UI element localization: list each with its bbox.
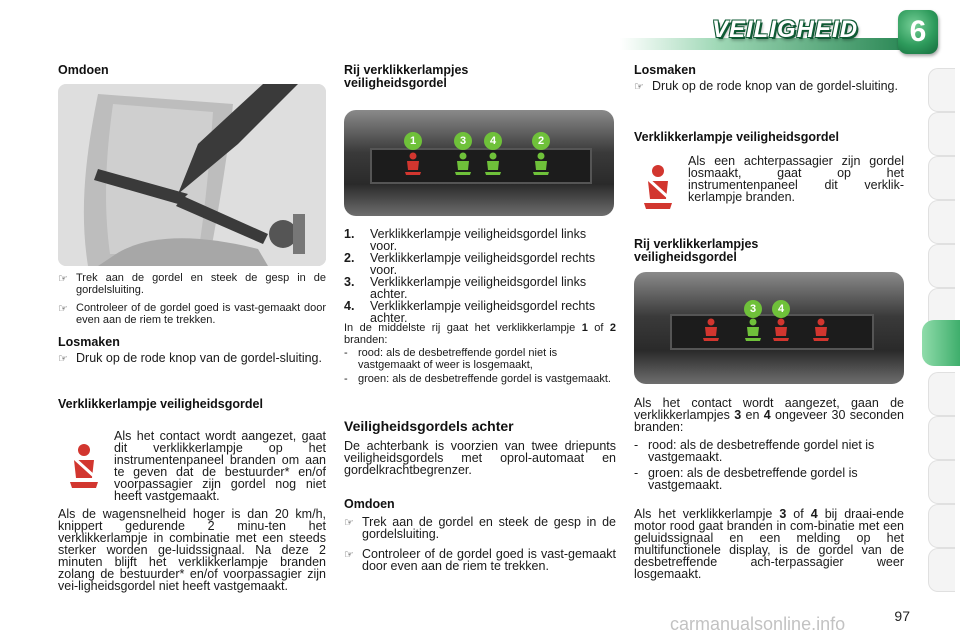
seatbelt-lamp-green-icon [740,318,766,342]
seatbelt-lamp-red-icon [698,318,724,342]
list-item: ☞ Controleer of de gordel goed is vast-gemaakt door even aan de riem te trekken. [344,547,616,573]
lamp-text: Als het contact wordt aangezet, gaat dit verklikkerlampje op het instrumentenpaneel branden om aan te geven dat de bestuurder* en/of voorpassagier zijn gordel nog niet heeft vastgemaakt. [114,429,326,503]
list-item: - rood: als de desbetreffende gordel niet is vastgemaakt. [634,438,875,464]
lamp-label: 3 [454,132,472,150]
side-tab[interactable] [928,244,955,288]
lamp-label: 2 [532,132,550,150]
heading-losmaken-achter: Losmaken [634,63,696,77]
heading-lamp: Verklikkerlampje veiligheidsgordel [58,397,263,411]
seat-belt-photo [58,84,326,266]
lamp-label: 3 [744,300,762,318]
warning-lamp-panel [344,110,614,216]
achter-text: De achterbank is voorzien van twee driepunts veiligheidsgordels met oprol-automaat en gordelkrachtbegrenzer. [344,439,616,477]
list-item: 3. Verklikkerlampje veiligheidsgordel links achter. [344,275,587,301]
omdoen-achter-bullets [344,516,616,572]
side-tab-active[interactable] [922,320,960,366]
seatbelt-lamp-red-icon [768,318,794,342]
seatbelt-lamp-green-icon [480,152,506,176]
contact-dashes [634,439,904,491]
seatbelt-warning-icon [58,430,108,496]
heading-omdoen-achter: Omdoen [344,497,395,511]
heading-rij: Rij verklikkerlampjes veiligheidsgordel [344,63,469,90]
side-tab[interactable] [928,68,955,112]
lamp-achter-text: Als een achterpassagier zijn gordel losmaakt, gaat op het instrumentenpaneel dit verklik-kerlampje branden. [688,154,904,204]
seatbelt-lamp-red-icon [400,152,426,176]
seatbelt-warning-icon [634,155,684,213]
side-tab[interactable] [928,112,955,156]
side-tab[interactable] [928,372,955,416]
side-tab[interactable] [928,504,955,548]
lamp-achter-block [634,155,904,213]
seatbelt-lamp-red-icon [808,318,834,342]
lamp-block [58,430,326,502]
middle-dashes [344,347,616,385]
lamp-list [344,228,616,324]
side-tab[interactable] [928,460,955,504]
list-item: 2. Verklikkerlampje veiligheidsgordel rechts voor. [344,251,596,277]
list-item: ☞ Druk op de rode knop van de gordel-sluiting. [634,79,898,93]
list-item: ☞ Trek aan de gordel en steek de gesp in de gordelsluiting. [58,272,326,296]
side-tab[interactable] [928,548,955,592]
speed-text: Als de wagensnelheid hoger is dan 20 km/h, knippert gedurende 2 minu-ten het verklikkerlampje in combinatie met een steeds sterker worden ge-luidssignaal. Na deze 2 minuten blijft het verklikkerlampje branden zolang de bestuurder* en/of voorpassagier zijn vei-ligheidsgordel niet heeft vastgemaakt. [58,507,326,593]
list-item: - groen: als de desbetreffende gordel is vastgemaakt. [634,466,858,492]
contact-text: Als het contact wordt aangezet, gaan de verklikkerlampjes 3 en 4 ongeveer 30 seconden branden: [634,396,904,434]
heading-achter: Veiligheidsgordels achter [344,418,514,434]
side-tab[interactable] [928,156,955,200]
omdoen-bullets [58,272,326,326]
heading-losmaken: Losmaken [58,335,120,349]
side-tab[interactable] [928,200,955,244]
list-item: - rood: als de desbetreffende gordel niet is vastgemaakt of weer is losgemaakt, [344,347,558,371]
page-title: VEILIGHEID [712,16,859,43]
heading-rij-achter: Rij verklikkerlampjes veiligheidsgordel [634,237,759,264]
list-item: ☞ Trek aan de gordel en steek de gesp in de gordelsluiting. [344,515,616,541]
heading-lamp-achter: Verklikkerlampje veiligheidsgordel [634,130,839,144]
final-text: Als het verklikkerlampje 3 of 4 bij draai-ende motor rood gaat branden in com-binatie met een geluidssignaal en een melding op het multifunctionele display, is de gordel van de desbetreffende ach-terpassagier weer losgemaakt. [634,507,904,581]
list-item: 4. Verklikkerlampje veiligheidsgordel rechts achter. [344,299,596,325]
list-item: ☞ Druk op de rode knop van de gordel-sluiting. [58,351,322,365]
list-item: 1. Verklikkerlampje veiligheidsgordel links voor. [344,227,587,253]
lamp-label: 4 [772,300,790,318]
side-tab[interactable] [928,416,955,460]
list-item: - groen: als de desbetreffende gordel is vastgemaakt. [344,373,611,385]
lamp-label: 1 [404,132,422,150]
page-number: 97 [894,608,910,624]
list-item: ☞ Controleer of de gordel goed is vast-gemaakt door even aan de riem te trekken. [58,302,326,326]
seatbelt-lamp-green-icon [528,152,554,176]
heading-omdoen: Omdoen [58,63,109,77]
chapter-badge: 6 [898,10,938,54]
lamp-label: 4 [484,132,502,150]
seatbelt-lamp-green-icon [450,152,476,176]
warning-lamp-panel-achter [634,272,904,384]
middle-row-text: In de middelste rij gaat het verklikkerlampje 1 of 2 branden: [344,322,617,346]
watermark: carmanualsonline.info [670,614,846,634]
